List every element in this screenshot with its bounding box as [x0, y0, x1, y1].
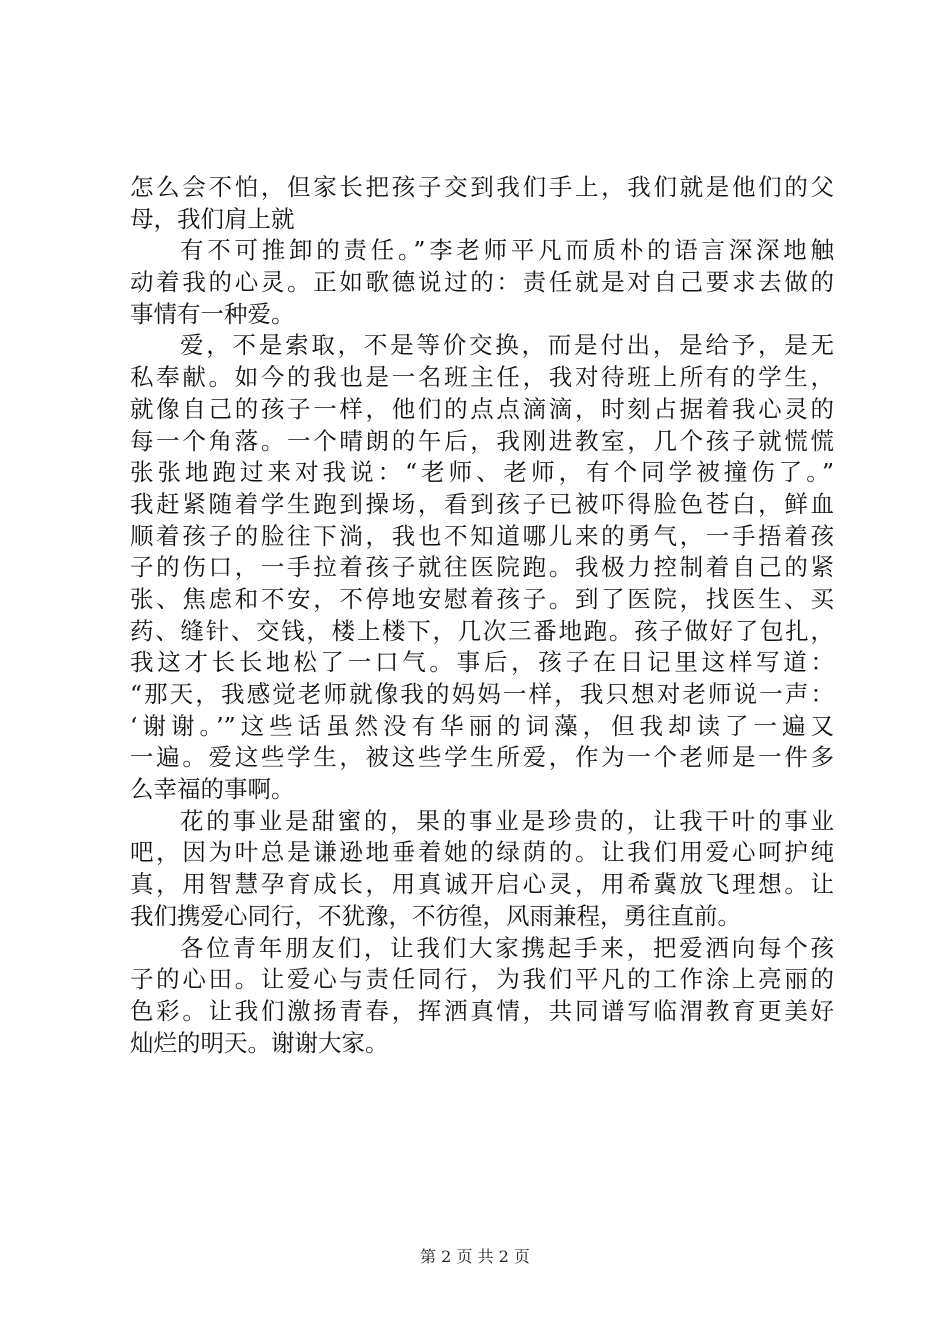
text-line: 有不可推卸的责任。”李老师平凡而质朴的语言深深地触 — [180, 236, 834, 265]
text-line: 色彩。让我们激扬青春，挥洒真情，共同谱写临渭教育更美好 — [130, 996, 834, 1025]
text-line: 爱，不是索取，不是等价交换，而是付出，是给予，是无 — [180, 331, 834, 360]
text-line: 么幸福的事啊。 — [130, 775, 295, 804]
text-line: 事情有一种爱。 — [130, 299, 295, 328]
text-line: 张张地跑过来对我说：“老师、老师，有个同学被撞伤了。” — [130, 458, 834, 487]
text-line: 一遍。爱这些学生，被这些学生所爱，作为一个老师是一件多 — [130, 743, 834, 772]
text-line: 药、缝针、交钱，楼上楼下，几次三番地跑。孩子做好了包扎， — [130, 616, 834, 645]
document-body — [130, 172, 834, 1059]
text-line: 就像自己的孩子一样，他们的点点滴滴，时刻占据着我心灵的 — [130, 394, 834, 423]
text-line: 张、焦虑和不安，不停地安慰着孩子。到了医院，找医生、买 — [130, 584, 834, 613]
text-line: “那天，我感觉老师就像我的妈妈一样，我只想对老师说一声： — [130, 680, 834, 708]
text-line: 我们携爱心同行，不犹豫，不彷徨，风雨兼程，勇往直前。 — [130, 901, 741, 930]
page-number-footer: 第 2 页 共 2 页 — [420, 1247, 530, 1266]
text-line: 私奉献。如今的我也是一名班主任，我对待班上所有的学生， — [130, 363, 834, 392]
text-line: 每一个角落。一个晴朗的午后，我刚进教室，几个孩子就慌慌 — [130, 426, 834, 455]
text-line: 我这才长长地松了一口气。事后，孩子在日记里这样写道： — [130, 648, 834, 677]
text-line: 灿烂的明天。谢谢大家。 — [130, 1028, 389, 1057]
text-line: 子的心田。让爱心与责任同行，为我们平凡的工作涂上亮丽的 — [130, 965, 834, 994]
text-line: 怎么会不怕，但家长把孩子交到我们手上，我们就是他们的父 — [130, 173, 834, 201]
text-line: 花的事业是甜蜜的，果的事业是珍贵的，让我干叶的事业 — [180, 806, 834, 835]
text-line: 我赶紧随着学生跑到操场，看到孩子已被吓得脸色苍白，鲜血 — [130, 489, 834, 518]
text-line: 顺着孩子的脸往下淌，我也不知道哪儿来的勇气，一手捂着孩 — [130, 521, 834, 550]
text-line: 各位青年朋友们，让我们大家携起手来，把爱洒向每个孩 — [180, 933, 834, 962]
text-line: ‘谢谢。’”这些话虽然没有华丽的词藻，但我却读了一遍又 — [130, 711, 834, 740]
text-line: 吧，因为叶总是谦逊地垂着她的绿荫的。让我们用爱心呵护纯 — [130, 838, 834, 867]
text-line: 子的伤口，一手拉着孩子就往医院跑。我极力控制着自己的紧 — [130, 553, 834, 582]
text-line: 动着我的心灵。正如歌德说过的：责任就是对自己要求去做的 — [130, 268, 834, 297]
text-line: 母，我们肩上就 — [130, 204, 295, 233]
text-line: 真，用智慧孕育成长，用真诚开启心灵，用希冀放飞理想。让 — [130, 870, 834, 899]
